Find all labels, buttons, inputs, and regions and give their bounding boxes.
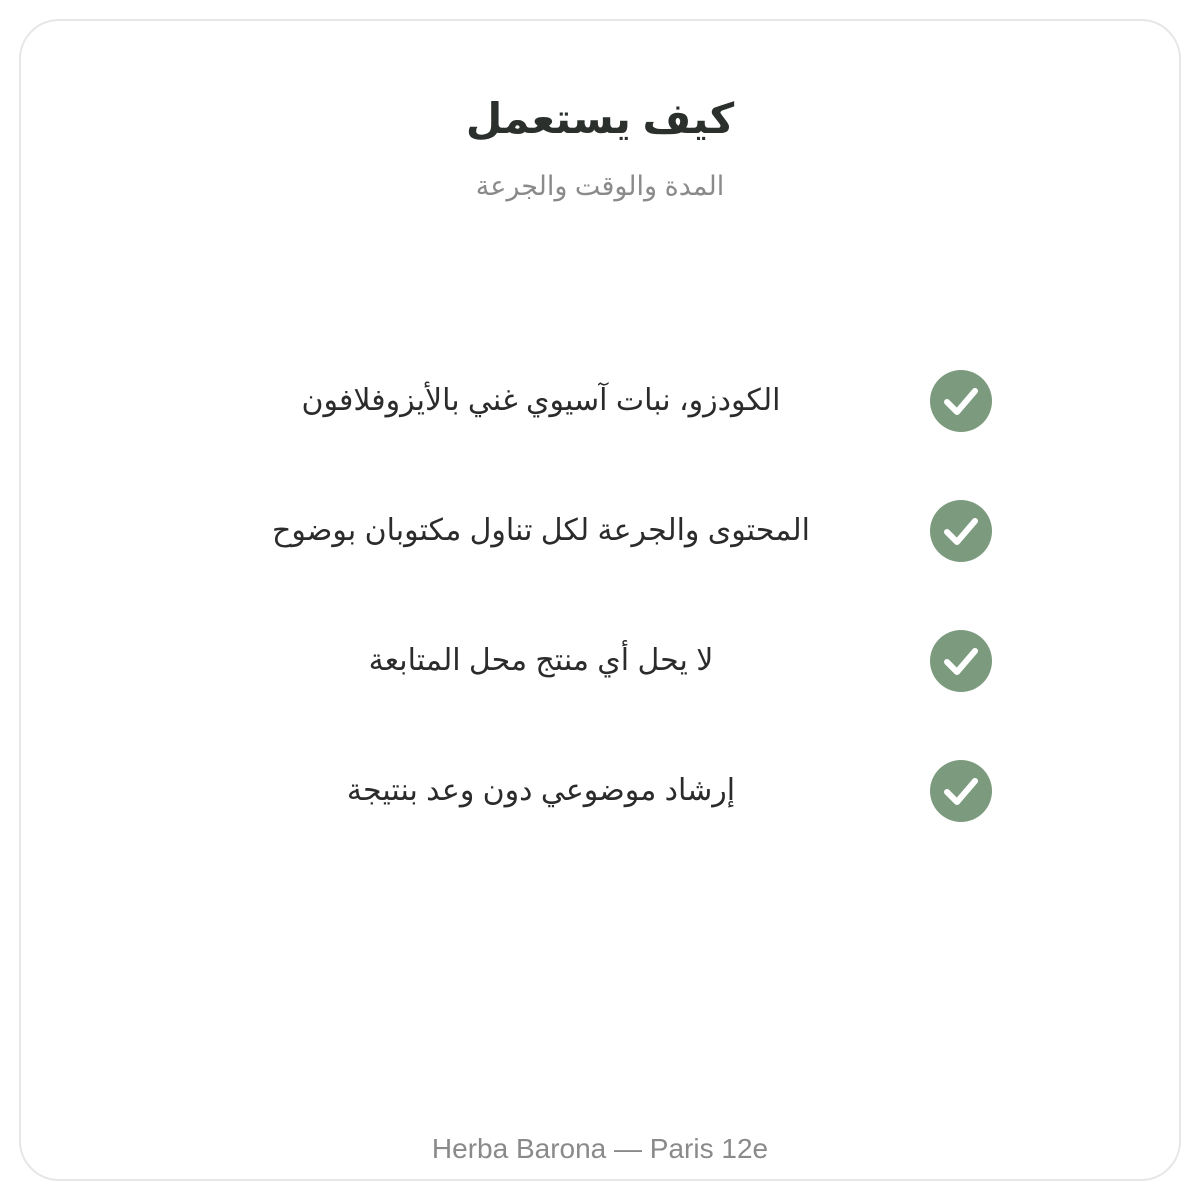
check-circle-icon xyxy=(930,760,992,822)
checklist-item-text: الكودزو، نبات آسيوي غني بالأيزوفلافون xyxy=(301,384,781,417)
check-circle-icon xyxy=(930,630,992,692)
checklist-item-text: المحتوى والجرعة لكل تناول مكتوبان بوضوح xyxy=(272,514,810,547)
page-title: كيف يستعمل xyxy=(465,95,735,142)
checklist-item xyxy=(21,369,1183,433)
check-circle-icon xyxy=(930,500,992,562)
checklist-item-text: إرشاد موضوعي دون وعد بنتيجة xyxy=(346,774,736,807)
checklist-item xyxy=(21,759,1183,823)
info-card xyxy=(19,19,1181,1181)
checklist-item-text: لا يحل أي منتج محل المتابعة xyxy=(368,644,714,677)
page-subtitle: المدة والوقت والجرعة xyxy=(475,171,725,201)
footer-brand: Herba Barona — Paris 12e xyxy=(431,1133,769,1164)
check-circle-icon xyxy=(930,370,992,432)
checklist-item xyxy=(21,629,1183,693)
checklist-item xyxy=(21,499,1183,563)
